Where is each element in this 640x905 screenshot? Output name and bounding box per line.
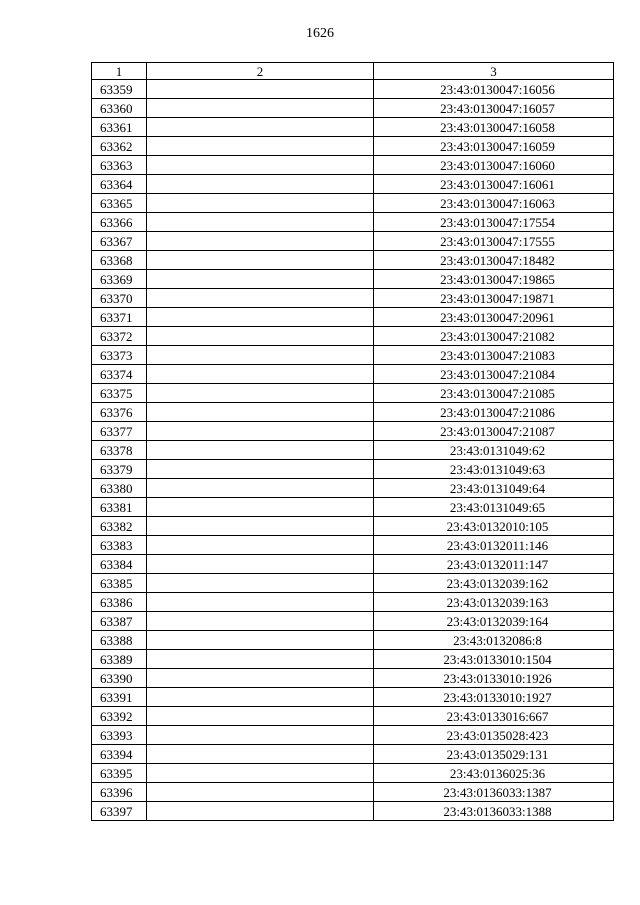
table-row — [92, 289, 614, 308]
table-row — [92, 327, 614, 346]
cadastral-number-cell: 23:43:0136025:36 — [374, 764, 614, 783]
cadastral-number-cell: 23:43:0130047:18482 — [374, 251, 614, 270]
cadastral-number-cell: 23:43:0130047:16059 — [374, 137, 614, 156]
row-number-cell: 63389 — [92, 650, 147, 669]
table-row — [92, 194, 614, 213]
cadastral-number-cell: 23:43:0136033:1387 — [374, 783, 614, 802]
row-number-cell: 63394 — [92, 745, 147, 764]
cadastral-number-cell: 23:43:0130047:19871 — [374, 289, 614, 308]
cadastral-number-cell: 23:43:0132039:164 — [374, 612, 614, 631]
column-2-cell — [147, 745, 374, 764]
table-row — [92, 669, 614, 688]
table-row — [92, 707, 614, 726]
header-row — [92, 63, 614, 80]
table-row — [92, 479, 614, 498]
row-number-cell: 63388 — [92, 631, 147, 650]
table-row — [92, 384, 614, 403]
column-header-3: 3 — [374, 63, 614, 80]
row-number-cell: 63373 — [92, 346, 147, 365]
cadastral-number-cell: 23:43:0136033:1388 — [374, 802, 614, 821]
column-2-cell — [147, 194, 374, 213]
cadastral-number-cell: 23:43:0132039:163 — [374, 593, 614, 612]
row-number-cell: 63374 — [92, 365, 147, 384]
cadastral-number-cell: 23:43:0130047:21086 — [374, 403, 614, 422]
row-number-cell: 63382 — [92, 517, 147, 536]
cadastral-number-cell: 23:43:0130047:16057 — [374, 99, 614, 118]
column-2-cell — [147, 80, 374, 99]
table-row — [92, 346, 614, 365]
cadastral-number-cell: 23:43:0130047:21085 — [374, 384, 614, 403]
table-row — [92, 156, 614, 175]
column-2-cell — [147, 346, 374, 365]
table-row — [92, 80, 614, 99]
column-2-cell — [147, 289, 374, 308]
column-2-cell — [147, 536, 374, 555]
table-row — [92, 802, 614, 821]
column-header-2: 2 — [147, 63, 374, 80]
table-row — [92, 441, 614, 460]
row-number-cell: 63393 — [92, 726, 147, 745]
column-2-cell — [147, 555, 374, 574]
row-number-cell: 63396 — [92, 783, 147, 802]
row-number-cell: 63370 — [92, 289, 147, 308]
table-row — [92, 365, 614, 384]
cadastral-number-cell: 23:43:0133010:1504 — [374, 650, 614, 669]
cadastral-number-cell: 23:43:0131049:63 — [374, 460, 614, 479]
cadastral-number-cell: 23:43:0130047:16061 — [374, 175, 614, 194]
cadastral-number-cell: 23:43:0130047:21082 — [374, 327, 614, 346]
table-row — [92, 422, 614, 441]
cadastral-number-cell: 23:43:0130047:21084 — [374, 365, 614, 384]
cadastral-number-cell: 23:43:0131049:65 — [374, 498, 614, 517]
column-2-cell — [147, 783, 374, 802]
column-2-cell — [147, 422, 374, 441]
row-number-cell: 63361 — [92, 118, 147, 137]
cadastral-number-cell: 23:43:0133010:1927 — [374, 688, 614, 707]
cadastral-number-cell: 23:43:0130047:16060 — [374, 156, 614, 175]
table-row — [92, 232, 614, 251]
row-number-cell: 63387 — [92, 612, 147, 631]
table-header — [92, 63, 614, 80]
cadastral-number-cell: 23:43:0132010:105 — [374, 517, 614, 536]
column-2-cell — [147, 460, 374, 479]
row-number-cell: 63360 — [92, 99, 147, 118]
cadastral-number-cell: 23:43:0132011:147 — [374, 555, 614, 574]
row-number-cell: 63378 — [92, 441, 147, 460]
row-number-cell: 63390 — [92, 669, 147, 688]
column-2-cell — [147, 802, 374, 821]
row-number-cell: 63368 — [92, 251, 147, 270]
cadastral-number-cell: 23:43:0132011:146 — [374, 536, 614, 555]
table-row — [92, 536, 614, 555]
cadastral-number-cell: 23:43:0130047:19865 — [374, 270, 614, 289]
column-2-cell — [147, 308, 374, 327]
row-number-cell: 63366 — [92, 213, 147, 232]
row-number-cell: 63385 — [92, 574, 147, 593]
column-2-cell — [147, 175, 374, 194]
cadastral-number-cell: 23:43:0132086:8 — [374, 631, 614, 650]
column-2-cell — [147, 99, 374, 118]
table-row — [92, 688, 614, 707]
column-2-cell — [147, 137, 374, 156]
row-number-cell: 63362 — [92, 137, 147, 156]
column-2-cell — [147, 498, 374, 517]
column-2-cell — [147, 650, 374, 669]
table-row — [92, 650, 614, 669]
cadastral-number-cell: 23:43:0130047:21083 — [374, 346, 614, 365]
row-number-cell: 63392 — [92, 707, 147, 726]
column-2-cell — [147, 270, 374, 289]
row-number-cell: 63371 — [92, 308, 147, 327]
row-number-cell: 63380 — [92, 479, 147, 498]
row-number-cell: 63365 — [92, 194, 147, 213]
column-2-cell — [147, 593, 374, 612]
table-row — [92, 726, 614, 745]
column-2-cell — [147, 612, 374, 631]
row-number-cell: 63367 — [92, 232, 147, 251]
cadastral-number-cell: 23:43:0131049:62 — [374, 441, 614, 460]
cadastral-number-cell: 23:43:0130047:17555 — [374, 232, 614, 251]
cadastral-number-cell: 23:43:0130047:21087 — [374, 422, 614, 441]
row-number-cell: 63363 — [92, 156, 147, 175]
table-row — [92, 574, 614, 593]
table-row — [92, 213, 614, 232]
cadastral-number-cell: 23:43:0130047:17554 — [374, 213, 614, 232]
column-2-cell — [147, 327, 374, 346]
page-number: 1626 — [306, 26, 334, 41]
column-2-cell — [147, 118, 374, 137]
table-row — [92, 612, 614, 631]
column-2-cell — [147, 384, 374, 403]
row-number-cell: 63381 — [92, 498, 147, 517]
row-number-cell: 63376 — [92, 403, 147, 422]
table-row — [92, 498, 614, 517]
table-row — [92, 270, 614, 289]
column-2-cell — [147, 365, 374, 384]
row-number-cell: 63386 — [92, 593, 147, 612]
table-row — [92, 631, 614, 650]
column-2-cell — [147, 726, 374, 745]
table-row — [92, 517, 614, 536]
cadastral-number-cell: 23:43:0135029:131 — [374, 745, 614, 764]
cadastral-number-cell: 23:43:0130047:16063 — [374, 194, 614, 213]
row-number-cell: 63397 — [92, 802, 147, 821]
column-header-1: 1 — [92, 63, 147, 80]
table-row — [92, 137, 614, 156]
column-2-cell — [147, 441, 374, 460]
table-row — [92, 118, 614, 137]
row-number-cell: 63391 — [92, 688, 147, 707]
table-row — [92, 764, 614, 783]
column-2-cell — [147, 213, 374, 232]
column-2-cell — [147, 707, 374, 726]
cadastral-number-cell: 23:43:0130047:16058 — [374, 118, 614, 137]
column-2-cell — [147, 764, 374, 783]
row-number-cell: 63369 — [92, 270, 147, 289]
column-2-cell — [147, 479, 374, 498]
column-2-cell — [147, 517, 374, 536]
row-number-cell: 63372 — [92, 327, 147, 346]
cadastral-number-cell: 23:43:0131049:64 — [374, 479, 614, 498]
row-number-cell: 63384 — [92, 555, 147, 574]
table-row — [92, 308, 614, 327]
column-2-cell — [147, 688, 374, 707]
column-2-cell — [147, 669, 374, 688]
cadastral-number-cell: 23:43:0130047:16056 — [374, 80, 614, 99]
table-row — [92, 403, 614, 422]
cadastral-number-cell: 23:43:0135028:423 — [374, 726, 614, 745]
column-2-cell — [147, 251, 374, 270]
column-2-cell — [147, 156, 374, 175]
table-row — [92, 251, 614, 270]
cadastral-number-cell: 23:43:0133010:1926 — [374, 669, 614, 688]
row-number-cell: 63377 — [92, 422, 147, 441]
cadastral-number-cell: 23:43:0133016:667 — [374, 707, 614, 726]
column-2-cell — [147, 232, 374, 251]
column-2-cell — [147, 631, 374, 650]
table-row — [92, 555, 614, 574]
table-row — [92, 745, 614, 764]
table-body — [92, 80, 614, 821]
column-2-cell — [147, 403, 374, 422]
column-2-cell — [147, 574, 374, 593]
row-number-cell: 63379 — [92, 460, 147, 479]
table-row — [92, 460, 614, 479]
row-number-cell: 63364 — [92, 175, 147, 194]
table-row — [92, 99, 614, 118]
cadastral-number-cell: 23:43:0130047:20961 — [374, 308, 614, 327]
table-row — [92, 593, 614, 612]
row-number-cell: 63375 — [92, 384, 147, 403]
cadastral-number-cell: 23:43:0132039:162 — [374, 574, 614, 593]
row-number-cell: 63359 — [92, 80, 147, 99]
table-row — [92, 783, 614, 802]
row-number-cell: 63395 — [92, 764, 147, 783]
registry-table — [91, 62, 614, 821]
table-row — [92, 175, 614, 194]
row-number-cell: 63383 — [92, 536, 147, 555]
